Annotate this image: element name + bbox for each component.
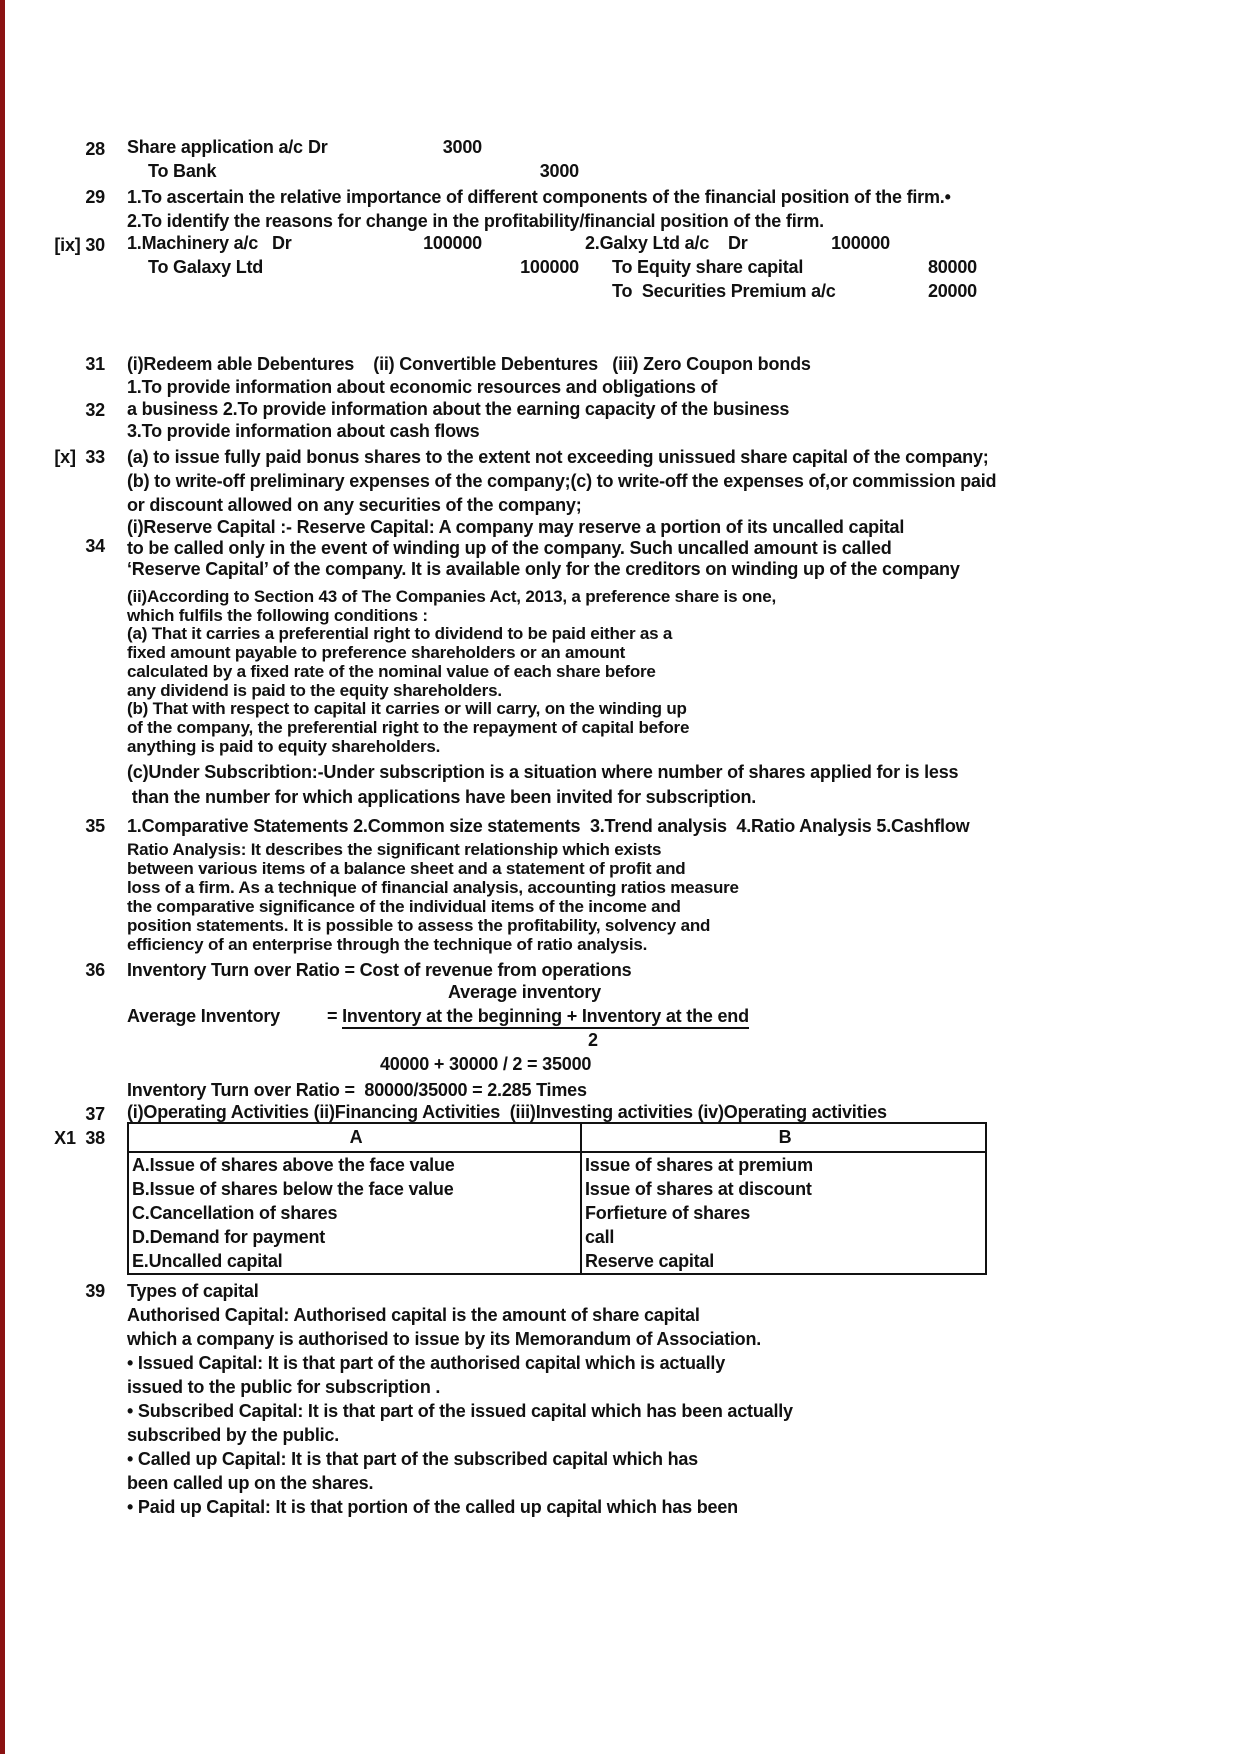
formula-numerator: Inventory at the beginning + Inventory at the end (342, 1006, 749, 1029)
table-row (128, 1225, 986, 1249)
journal-amount: 80000 (927, 257, 977, 277)
text-line: 2.To identify the reasons for change in the profitability/financial position of the firm. (127, 211, 824, 231)
formula-line (127, 1006, 1241, 1030)
text-line: issued to the public for subscription . (127, 1377, 441, 1398)
answer-row-35 (0, 814, 1241, 954)
margin-marker: [x] (54, 447, 76, 467)
paragraph (127, 588, 1241, 756)
text-line: been called up on the shares. (127, 1473, 374, 1494)
journal-account: To Equity share capital (612, 257, 804, 277)
journal-dr-label: Dr (308, 137, 328, 157)
table-row (128, 1177, 986, 1201)
column-header-a: A (128, 1123, 581, 1152)
journal-amount: 20000 (927, 281, 977, 301)
question-number: 32 (85, 400, 105, 420)
answer-content-35 (127, 814, 1241, 954)
journal-line (127, 281, 1241, 305)
text-line: 1.To provide information about economic resources and obligations of (127, 377, 718, 397)
formula-divisor: 2 (588, 1030, 598, 1051)
formula-line (127, 982, 1241, 1006)
text-line: Ratio Analysis: It describes the significant relationship which exists (127, 840, 662, 860)
text-line: (i)Redeem able Debentures (ii) Convertible Debentures (iii) Zero Coupon bonds (127, 354, 811, 374)
journal-dr-label: Dr (728, 233, 748, 253)
question-number-36 (0, 958, 127, 982)
text-line: ‘Reserve Capital’ of the company. It is available only for the creditors on winding up of the company (127, 559, 960, 579)
table-cell: call (585, 1226, 615, 1247)
text-line: the comparative significance of the individual items of the income and (127, 897, 681, 917)
text-line: efficiency of an enterprise through the technique of ratio analysis. (127, 935, 648, 955)
answer-row-36 (0, 958, 1241, 1102)
question-number: 35 (85, 816, 105, 837)
question-number: 31 (85, 354, 105, 374)
answer-row-29 (0, 185, 1241, 233)
answer-content-32 (127, 376, 1241, 442)
text-line: (b) That with respect to capital it carries or will carry, on the winding up (127, 699, 687, 719)
text-line: • Subscribed Capital: It is that part of the issued capital which has been actually (127, 1401, 793, 1422)
question-number-32 (0, 376, 127, 420)
journal-amount: 3000 (442, 137, 482, 157)
question-number: 37 (85, 1104, 105, 1125)
table-cell: E.Uncalled capital (128, 1249, 581, 1274)
matching-table (127, 1122, 987, 1275)
formula-result: Inventory Turn over Ratio = 80000/35000 = 2.285 Times (127, 1080, 587, 1101)
text-line: of the company, the preferential right to the repayment of capital before (127, 717, 690, 737)
text-line: • Issued Capital: It is that part of the authorised capital which is actually (127, 1353, 726, 1374)
question-number-34 (0, 517, 127, 556)
table-cell: Reserve capital (585, 1250, 715, 1271)
answer-row-28 (0, 137, 1241, 185)
journal-account: To Galaxy Ltd (148, 257, 264, 277)
text-line: fixed amount payable to preference shareholders or an amount (127, 643, 626, 663)
text-line: • Called up Capital: It is that part of the subscribed capital which has (127, 1449, 698, 1470)
journal-amount: 100000 (520, 257, 579, 277)
question-number: 29 (85, 187, 105, 207)
answer-content-34 (127, 517, 1241, 810)
journal-line (127, 257, 1241, 281)
table-header-row (128, 1123, 986, 1152)
formula-label: Average Inventory (127, 1006, 280, 1027)
question-number: 33 (85, 447, 105, 467)
text-line: calculated by a fixed rate of the nominal value of each share before (127, 661, 656, 681)
text-line: 3.To provide information about cash flows (127, 421, 480, 441)
text-line: (ii)According to Section 43 of The Companies Act, 2013, a preference share is one, (127, 587, 776, 606)
answer-content-38 (127, 1126, 1241, 1275)
question-number: 39 (85, 1281, 105, 1302)
table-cell: C.Cancellation of shares (128, 1201, 581, 1225)
answer-row-30 (0, 233, 1241, 305)
table-cell: B.Issue of shares below the face value (128, 1177, 581, 1201)
margin-marker: X1 (54, 1128, 76, 1149)
answer-row-32 (0, 376, 1241, 442)
table-cell: D.Demand for payment (128, 1225, 581, 1249)
answer-content-31 (127, 352, 1241, 376)
table-cell: A.Issue of shares above the face value (128, 1152, 581, 1177)
formula-line: Inventory Turn over Ratio = Cost of revenue from operations (127, 960, 632, 981)
text-line: 1.Comparative Statements 2.Common size statements 3.Trend analysis 4.Ratio Analysis 5.Cashflow (127, 816, 970, 837)
answer-content-30 (127, 233, 1241, 305)
journal-amount: 3000 (539, 161, 579, 181)
question-number-31 (0, 352, 127, 376)
text-line: (b) to write-off preliminary expenses of the company;(c) to write-off the expenses of,or commission paid (127, 471, 997, 491)
paragraph (127, 517, 1241, 580)
text-line: to be called only in the event of winding up of the company. Such uncalled amount is called (127, 538, 892, 558)
question-number-39 (0, 1279, 127, 1303)
answer-row-31 (0, 352, 1241, 376)
table-row (128, 1249, 986, 1274)
text-line: any dividend is paid to the equity shareholders. (127, 680, 502, 700)
answer-content-37 (127, 1102, 1241, 1122)
question-number-33 (0, 445, 127, 469)
question-number: 34 (85, 536, 105, 556)
text-line: • Paid up Capital: It is that portion of the called up capital which has been (127, 1497, 738, 1518)
text-line: 1.To ascertain the relative importance of different components of the financial position of the firm.• (127, 187, 951, 207)
answer-content-28 (127, 137, 1241, 185)
text-line: (a) That it carries a preferential right to dividend to be paid either as a (127, 624, 673, 644)
question-number-28 (0, 137, 127, 161)
table-row (128, 1201, 986, 1225)
question-number-35 (0, 814, 127, 838)
text-line: subscribed by the public. (127, 1425, 340, 1446)
table-cell: Forfieture of shares (585, 1202, 751, 1223)
text-line: (a) to issue fully paid bonus shares to the extent not exceeding unissued share capital of the company; (127, 447, 989, 467)
text-line: between various items of a balance sheet and a statement of profit and (127, 859, 686, 879)
journal-account: 1.Machinery a/c (127, 233, 259, 253)
equals-sign: = (327, 1006, 343, 1027)
question-number-30 (0, 233, 127, 257)
text-line: which fulfils the following conditions : (127, 605, 428, 625)
column-header-b: B (581, 1123, 986, 1152)
answer-row-38 (0, 1126, 1241, 1275)
journal-line (127, 137, 1241, 161)
text-line: (c)Under Subscribtion:-Under subscription is a situation where number of shares applied for is less (127, 762, 959, 783)
question-number: 30 (85, 235, 105, 255)
text-line: Authorised Capital: Authorised capital is the amount of share capital (127, 1305, 700, 1326)
journal-line (127, 233, 1241, 257)
question-number-37 (0, 1102, 127, 1126)
answer-content-33 (127, 445, 1241, 517)
question-number: 38 (85, 1128, 105, 1149)
text-line: (i)Reserve Capital :- Reserve Capital: A company may reserve a portion of its uncalled capital (127, 517, 905, 537)
text-line: loss of a firm. As a technique of financial analysis, accounting ratios measure (127, 878, 739, 898)
table-row (128, 1152, 986, 1177)
table-cell: Issue of shares at discount (585, 1178, 812, 1199)
journal-account: To Securities Premium a/c (612, 281, 836, 301)
answer-row-39 (0, 1279, 1241, 1519)
question-number-38 (0, 1126, 127, 1150)
margin-marker: [ix] (54, 235, 81, 255)
text-line: position statements. It is possible to assess the profitability, solvency and (127, 916, 711, 936)
journal-line (127, 161, 1241, 185)
paragraph (127, 760, 1241, 810)
journal-account: To Bank (148, 161, 217, 181)
text-line: which a company is authorised to issue by its Memorandum of Association. (127, 1329, 762, 1350)
formula-calculation: 40000 + 30000 / 2 = 35000 (380, 1054, 592, 1075)
text-line: Types of capital (127, 1281, 259, 1302)
text-line: anything is paid to equity shareholders. (127, 736, 441, 756)
question-number-29 (0, 185, 127, 209)
formula-fraction (327, 1006, 749, 1027)
question-number: 36 (85, 960, 105, 981)
formula-line (127, 1054, 1241, 1078)
paragraph (127, 840, 1241, 954)
answer-content-39 (127, 1279, 1241, 1519)
formula-line (127, 1030, 1241, 1054)
answer-content-29 (127, 185, 1241, 233)
journal-account: 2.Galxy Ltd a/c (585, 233, 710, 253)
journal-account: Share application a/c (127, 137, 303, 157)
text-line: than the number for which applications have been invited for subscription. (127, 787, 757, 808)
table-cell: Issue of shares at premium (585, 1154, 813, 1175)
question-number: 28 (85, 139, 105, 159)
answer-row-33 (0, 445, 1241, 517)
formula-denominator: Average inventory (448, 982, 601, 1003)
text-line: (i)Operating Activities (ii)Financing Activities (iii)Investing activities (iv)Operating activities (127, 1102, 887, 1123)
journal-dr-label: Dr (272, 233, 292, 253)
journal-amount: 100000 (423, 233, 482, 253)
journal-amount: 100000 (831, 233, 890, 253)
answer-row-34 (0, 517, 1241, 810)
text-line: or discount allowed on any securities of the company; (127, 495, 582, 515)
answer-content-36 (127, 958, 1241, 1102)
text-line: a business 2.To provide information about the earning capacity of the business (127, 399, 790, 419)
